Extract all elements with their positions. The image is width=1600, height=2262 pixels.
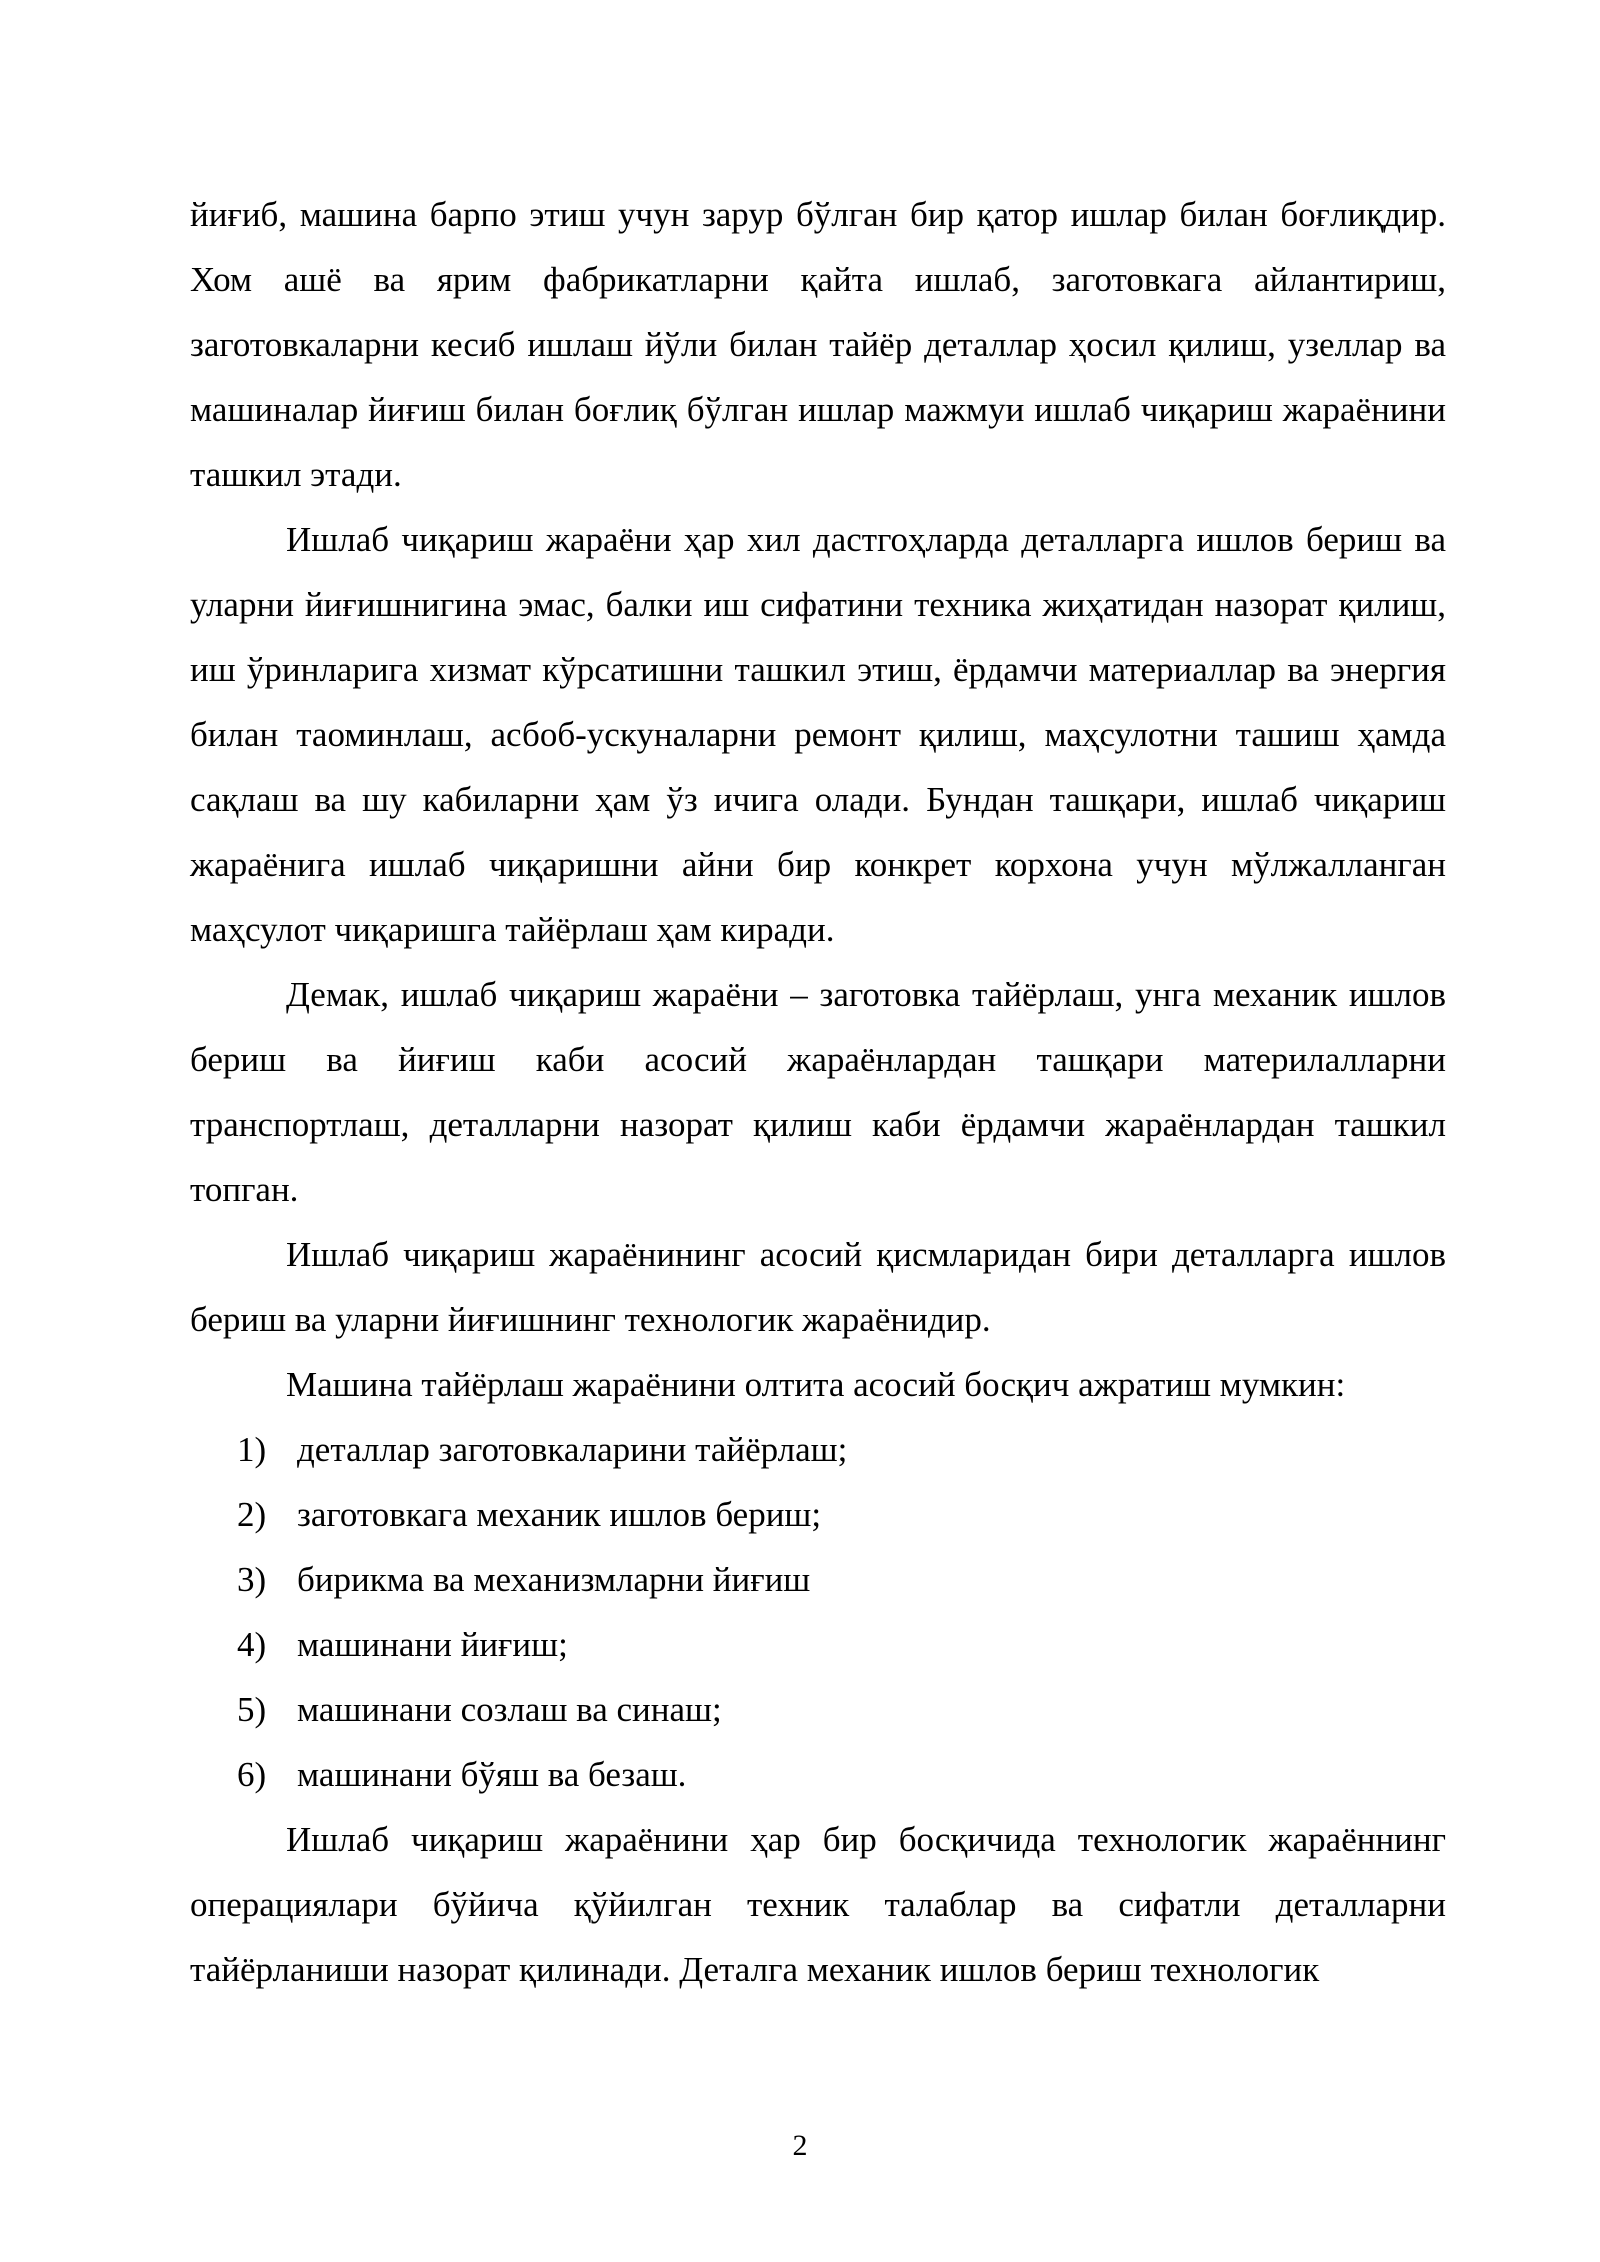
list-item-text: заготовкага механик ишлов бериш;	[297, 1495, 822, 1534]
list-item-text: бирикма ва механизмларни йиғиш	[297, 1560, 811, 1599]
list-item	[190, 1677, 1446, 1742]
paragraph-conclusion: Демак, ишлаб чиқариш жараёни – заготовка тайёрлаш, унга механик ишлов бериш ва йиғиш каби асосий жараёнлардан ташқари материлалларни транспортлаш, деталларни назорат қилиш каби ёрдамчи жараёнлардан ташкил топган.	[190, 975, 1446, 1209]
list-item	[190, 1482, 1446, 1547]
list-item-number: 5)	[237, 1690, 267, 1729]
stages-list	[190, 1417, 1446, 1807]
page-number: 2	[792, 2129, 808, 2162]
list-item-number: 6)	[237, 1755, 267, 1794]
list-item-text: машинани бўяш ва безаш.	[297, 1755, 687, 1794]
list-item	[190, 1612, 1446, 1677]
paragraph-technological-process: Ишлаб чиқариш жараёнининг асосий қисмларидан бири деталларга ишлов бериш ва уларни йиғишнинг технологик жараёнидир.	[190, 1235, 1446, 1339]
list-item-text: машинани йиғиш;	[297, 1625, 568, 1664]
list-item-text: машинани созлаш ва синаш;	[297, 1690, 722, 1729]
body-text	[190, 182, 1446, 2002]
list-item-number: 4)	[237, 1625, 267, 1664]
list-item-text: деталлар заготовкаларини тайёрлаш;	[297, 1430, 848, 1469]
list-item-number: 2)	[237, 1495, 267, 1534]
list-item	[190, 1742, 1446, 1807]
paragraph-production-process: Ишлаб чиқариш жараёни ҳар хил дастгоҳларда деталларга ишлов бериш ва уларни йиғишнигина эмас, балки иш сифатини техника жиҳатидан назорат қилиш, иш ўринларига хизмат кўрсатишни ташкил этиш, ёрдамчи материаллар ва энергия билан таоминлаш, асбоб-ускуналарни ремонт қилиш, маҳсулотни ташиш ҳамда сақлаш ва шу кабиларни ҳам ўз ичига олади. Бундан ташқари, ишлаб чиқариш жараёнига ишлаб чиқаришни айни бир конкрет корхона учун мўлжалланган маҳсулот чиқаришга тайёрлаш ҳам киради.	[190, 520, 1446, 949]
list-item-number: 3)	[237, 1560, 267, 1599]
paragraph-continuation: йиғиб, машина барпо этиш учун зарур бўлган бир қатор ишлар билан боғлиқдир. Хом ашё ва ярим фабрикатларни қайта ишлаб, заготовкага айлантириш, заготовкаларни кесиб ишлаш йўли билан тайёр деталлар ҳосил қилиш, узеллар ва машиналар йиғиш билан боғлиқ бўлган ишлар мажмуи ишлаб чиқариш жараёнини ташкил этади.	[190, 195, 1446, 494]
list-item	[190, 1547, 1446, 1612]
paragraph-quality-control: Ишлаб чиқариш жараёнини ҳар бир босқичида технологик жараённинг операциялари бўйича қўйилган техник талаблар ва сифатли деталларни тайёрланиши назорат қилинади. Деталга механик ишлов бериш технологик	[190, 1820, 1446, 1989]
list-item	[190, 1417, 1446, 1482]
list-item-number: 1)	[237, 1430, 267, 1469]
paragraph-list-intro: Машина тайёрлаш жараёнини олтита асосий босқич ажратиш мумкин:	[286, 1365, 1346, 1404]
